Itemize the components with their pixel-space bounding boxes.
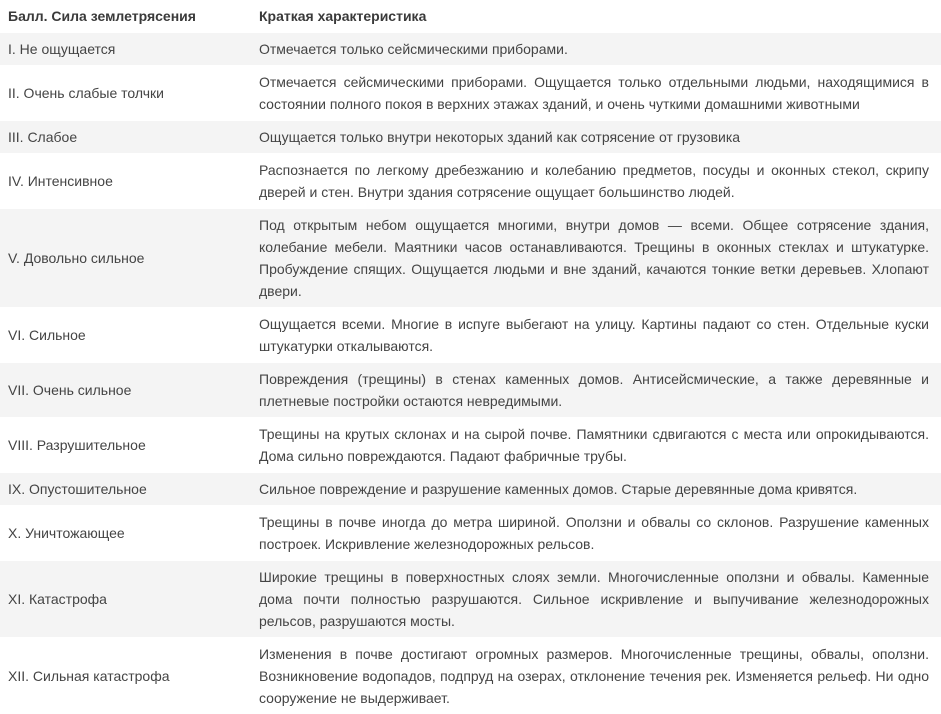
table-row — [0, 473, 941, 506]
level-cell: VII. Очень сильное — [0, 363, 250, 418]
description-cell: Трещины на крутых склонах и на сырой почве. Памятники сдвигаются с места или опрокидываются. Дома сильно повреждаются. Падают фабричные трубы. — [250, 418, 941, 473]
description-cell: Распознается по легкому дребезжанию и колебанию предметов, посуды и оконных стекол, скрипу дверей и стен. Внутри здания сотрясение ощущает большинство людей. — [250, 154, 941, 209]
level-cell: III. Слабое — [0, 121, 250, 154]
level-cell: VIII. Разрушительное — [0, 418, 250, 473]
table-row — [0, 121, 941, 154]
level-cell: I. Не ощущается — [0, 33, 250, 66]
table-row — [0, 638, 941, 714]
table-row — [0, 506, 941, 561]
level-cell: IV. Интенсивное — [0, 154, 250, 209]
table-row — [0, 154, 941, 209]
table-row — [0, 418, 941, 473]
column-header-level: Балл. Сила землетрясения — [0, 0, 250, 33]
table-row — [0, 308, 941, 363]
table-row — [0, 363, 941, 418]
description-cell: Трещины в почве иногда до метра шириной. Оползни и обвалы со склонов. Разрушение каменных построек. Искривление железнодорожных рельсов. — [250, 506, 941, 561]
column-header-description: Краткая характеристика — [250, 0, 941, 33]
description-cell: Повреждения (трещины) в стенах каменных домов. Антисейсмические, а также деревянные и плетневые постройки остаются невредимыми. — [250, 363, 941, 418]
description-cell: Под открытым небом ощущается многими, внутри домов — всеми. Общее сотрясение здания, колебание мебели. Маятники часов останавливаются. Трещины в оконных стеклах и штукатурке. Пробуждение спящих. Ощущается людьми и вне зданий, качаются тонкие ветки деревьев. Хлопают двери. — [250, 209, 941, 308]
table-row — [0, 33, 941, 66]
level-cell: V. Довольно сильное — [0, 209, 250, 308]
description-cell: Отмечается только сейсмическими приборами. — [250, 33, 941, 66]
level-cell: X. Уничтожающее — [0, 506, 250, 561]
level-cell: II. Очень слабые толчки — [0, 66, 250, 121]
table-row — [0, 66, 941, 121]
description-cell: Ощущается только внутри некоторых зданий как сотрясение от грузовика — [250, 121, 941, 154]
table-header-row — [0, 0, 941, 33]
description-cell: Широкие трещины в поверхностных слоях земли. Многочисленные оползни и обвалы. Каменные дома почти полностью разрушаются. Сильное искривление и выпучивание железнодорожных рельсов, разрушаются мосты. — [250, 561, 941, 638]
level-cell: XI. Катастрофа — [0, 561, 250, 638]
table-row — [0, 209, 941, 308]
description-cell: Изменения в почве достигают огромных размеров. Многочисленные трещины, обвалы, оползни. Возникновение водопадов, подпруд на озерах, отклонение течения рек. Изменяется рельеф. Ни одно сооружение не выдерживает. — [250, 638, 941, 714]
description-cell: Ощущается всеми. Многие в испуге выбегают на улицу. Картины падают со стен. Отдельные куски штукатурки откалываются. — [250, 308, 941, 363]
description-cell: Отмечается сейсмическими приборами. Ощущается только отдельными людьми, находящимися в состоянии полного покоя в верхних этажах зданий, и очень чуткими домашними животными — [250, 66, 941, 121]
level-cell: VI. Сильное — [0, 308, 250, 363]
level-cell: IX. Опустошительное — [0, 473, 250, 506]
table-row — [0, 561, 941, 638]
description-cell: Сильное повреждение и разрушение каменных домов. Старые деревянные дома кривятся. — [250, 473, 941, 506]
level-cell: XII. Сильная катастрофа — [0, 638, 250, 714]
